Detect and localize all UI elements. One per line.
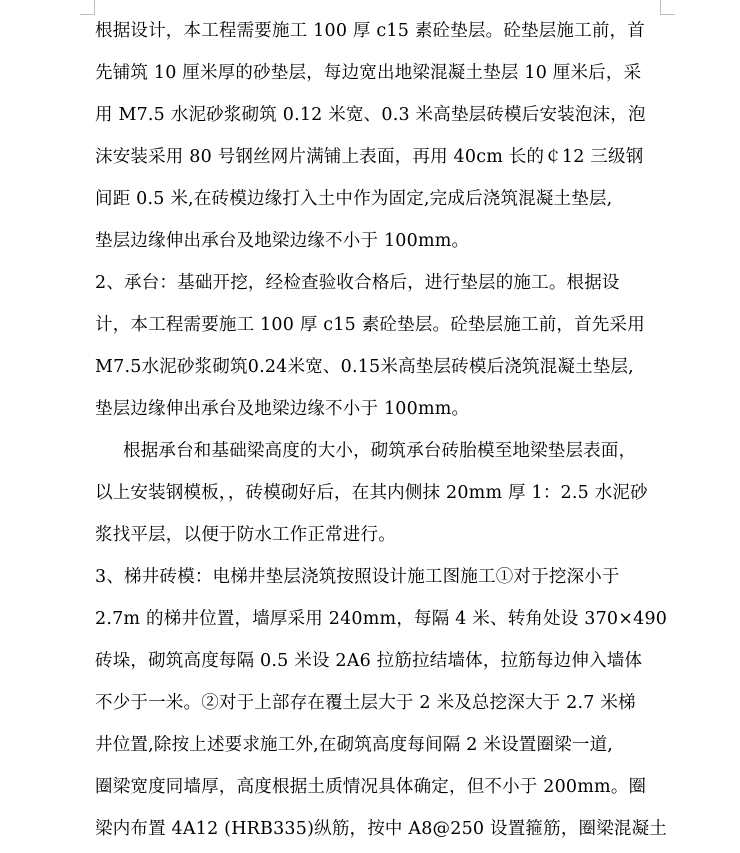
text-line: 垫层边缘伸出承台及地梁边缘不小于 100mm。: [95, 231, 470, 251]
text-line: 2.7m 的梯井位置，墙厚采用 240mm，每隔 4 米、转角处设 370×490: [95, 609, 668, 629]
section-heading-line: 2、承台：基础开挖，经检查验收合格后，进行垫层的施工。根据设: [95, 273, 620, 293]
page-corner-mark-right: [660, 0, 675, 15]
text-line: 浆找平层，以便于防水工作正常进行。: [95, 525, 396, 545]
text-line: 用 M7.5 水泥砂浆砌筑 0.12 米宽、0.3 米高垫层砖模后安装泡沫，泡: [95, 105, 646, 125]
page-corner-mark-left: [80, 0, 95, 15]
text-line: M7.5水泥砂浆砌筑0.24米宽、0.15米高垫层砖模后浇筑混凝土垫层,: [95, 357, 634, 377]
text-line: 梁内布置 4A12 (HRB335)纵筋，按中 A8@250 设置箍筋，圈梁混凝土: [95, 819, 668, 839]
paragraph-first-line: 根据承台和基础梁高度的大小，砌筑承台砖胎模至地梁垫层表面，: [123, 441, 637, 461]
text-line: 间距 0.5 米,在砖模边缘打入土中作为固定,完成后浇筑混凝土垫层,: [95, 189, 613, 209]
text-line: 先铺筑 10 厘米厚的砂垫层，每边宽出地梁混凝土垫层 10 厘米后，采: [95, 63, 642, 83]
text-line: 根据设计，本工程需要施工 100 厚 c15 素砼垫层。砼垫层施工前，首: [95, 21, 645, 41]
text-line: 垫层边缘伸出承台及地梁边缘不小于 100mm。: [95, 399, 470, 419]
text-line: 不少于一米。②对于上部存在覆土层大于 2 米及总挖深大于 2.7 米梯: [95, 693, 636, 713]
text-line: 砖垛，砌筑高度每隔 0.5 米设 2A6 拉筋拉结墙体，拉筋每边伸入墙体: [95, 651, 643, 671]
text-line: 计，本工程需要施工 100 厚 c15 素砼垫层。砼垫层施工前，首先采用: [95, 315, 645, 335]
text-line: 沫安装采用 80 号钢丝网片满铺上表面，再用 40cm 长的￠12 三级钢: [95, 147, 644, 167]
text-line: 圈梁宽度同墙厚，高度根据土质情况具体确定，但不小于 200mm。圈: [95, 777, 647, 797]
text-line: 井位置,除按上述要求施工外,在砌筑高度每间隔 2 米设置圈梁一道,: [95, 735, 614, 755]
section-heading-line: 3、梯井砖模：电梯井垫层浇筑按照设计施工图施工①对于挖深小于: [95, 567, 620, 587]
text-line: 以上安装钢模板，，砖模砌好后，在其内侧抹 20mm 厚 1：2.5 水泥砂: [95, 483, 648, 503]
